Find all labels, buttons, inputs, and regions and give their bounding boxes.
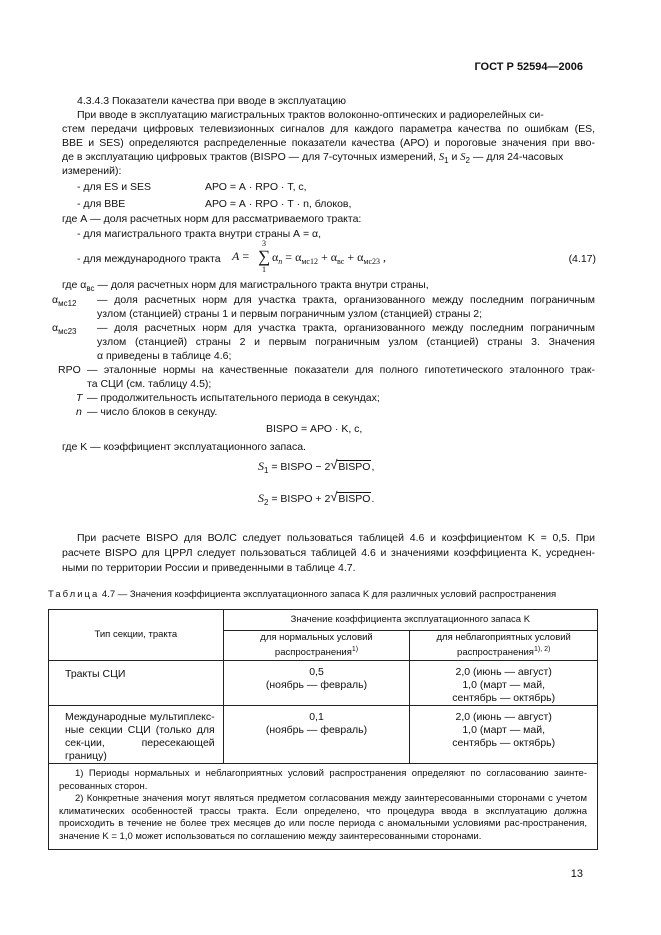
cell-section-type: Международные мультиплекс-ные секции СЦИ (только для сек-ции, пересекающей границу) (49, 706, 224, 764)
header-normal-conditions (223, 631, 410, 661)
cell-line: 1,0 (март — май, (462, 679, 546, 691)
intro-line: де в эксплуатацию цифровых трактов (BISPO — для 7-суточных измерений, $S_1$ и $S_2$ — для 24-часовых (62, 151, 564, 165)
definition-text: узлом (станцией) страны 2 и первым пограничным узлом (станцией) страны 3. Значения (97, 336, 595, 348)
definition-text: — доля расчетных норм для участка тракта, организованного между последним пограничным (97, 322, 595, 334)
definition-symbol: Т (76, 392, 83, 404)
table-row (49, 706, 598, 764)
where-a: где А — доля расчетных норм для рассматриваемого тракта: (62, 213, 362, 225)
cell-normal-value (223, 706, 410, 764)
table-notes-row (49, 764, 598, 850)
s1-formula: $S_1$ = BISPO − 2 √ BISPO, (258, 457, 375, 475)
footnote-ref: 1) (351, 646, 359, 653)
sum-sign: ∑ (258, 247, 271, 266)
sqrt-sign: √ BISPO (330, 489, 371, 505)
header-adverse-text: для неблагоприятных условий распространения (436, 632, 571, 658)
cell-line: (ноябрь — февраль) (265, 679, 368, 691)
definition-subscript: мс12 (58, 299, 77, 308)
document-header: ГОСТ Р 52594—2006 (474, 61, 583, 73)
table-caption (48, 588, 556, 602)
sqrt-argument: BISPO (338, 493, 371, 505)
header-adverse-conditions (410, 631, 598, 661)
cell-line: 2,0 (июнь — август) (455, 666, 552, 678)
es-ses-label: - для ES и SES (77, 181, 151, 193)
domestic-formula: - для магистрального тракта внутри страны А = α, (77, 228, 322, 240)
bispo-formula: BISPO = АРО · K, с, (266, 423, 363, 435)
intro-line: стем передачи цифровых телевизионных сигналов для каждого параметра качества по ошибкам (ES, (62, 123, 595, 135)
coefficient-table (48, 609, 598, 850)
intro-text: де в эксплуатацию цифровых трактов (BISPO — для 7-суточных измерений, (62, 151, 436, 163)
page-number: 13 (570, 868, 583, 880)
cell-line: сентябрь — октябрь) (452, 737, 556, 749)
s1-subscript: 1 (264, 466, 269, 475)
equation-number: (4.17) (568, 253, 596, 265)
table-caption-text: — Значения коэффициента эксплуатационного запаса K для различных условий распространения (117, 589, 557, 600)
table-header-row (49, 610, 598, 631)
s2-subscript: 2 (264, 498, 269, 507)
sqrt-argument: BISPO (338, 461, 371, 473)
cell-adverse-value (410, 706, 598, 764)
international-formula: A = (232, 249, 250, 263)
definition-symbol: где α (62, 279, 87, 291)
s2-symbol: S (258, 491, 264, 505)
cell-line: 0,1 (309, 711, 324, 723)
s1-rhs: = BISPO − 2 (271, 461, 331, 473)
definition-text: узлом (станцией) страны 1 и первым пограничным узлом (станцией) страны 2; (97, 308, 483, 320)
table-row (49, 661, 598, 706)
definition-text: — продолжительность испытательного периода в секундах; (87, 392, 380, 404)
header-normal-text: для нормальных условий распространения (260, 632, 373, 658)
definition-text: та СЦИ (см. таблицу 4.5); (87, 378, 212, 390)
footnote-ref: 1), 2) (533, 646, 551, 653)
intro-text: — для 24-часовых (472, 151, 564, 163)
cell-line: 0,5 (309, 666, 324, 678)
cell-line: сентябрь — октябрь) (452, 692, 556, 704)
bbe-label: - для ВВЕ (77, 198, 126, 210)
sum-symbol (258, 240, 270, 274)
definition-subscript: мс23 (58, 327, 77, 336)
definition-symbol (52, 321, 76, 339)
s2-rhs: = BISPO + 2 (271, 493, 331, 505)
table-caption-number: 4.7 (101, 589, 116, 600)
paragraph-line: При расчете BISPO для ВОЛС следует пользоваться таблицей 4.6 и коэффициентом K = 0,5. При (77, 532, 595, 544)
definition-text: — число блоков в секунду. (87, 406, 218, 418)
definition-subscript: вс (86, 284, 95, 293)
definition-symbol: n (76, 406, 82, 418)
cell-line: 1,0 (март — май, (462, 724, 546, 736)
cell-line: (ноябрь — февраль) (265, 724, 368, 736)
cell-line: 2,0 (июнь — август) (455, 711, 552, 723)
paragraph-line: расчете BISPO для ЦРРЛ следует пользоваться таблицей 4.6 и значениями коэффициента K, усреднен- (62, 547, 595, 559)
definition-text: — доля расчетных норм для участка тракта, организованного между последним пограничным (97, 294, 595, 306)
international-label: - для международного тракта (77, 253, 221, 265)
where-k: где K — коэффициент эксплуатационного запаса. (62, 441, 306, 453)
table-notes (49, 764, 598, 850)
header-section-type: Тип секции, тракта (49, 610, 224, 661)
cell-adverse-value (410, 661, 598, 706)
s1-symbol: S (258, 459, 264, 473)
sum-terms: $\alpha_n = \alpha_{мс12} + \alpha_{вс} + \alpha_{мс23}$ , (272, 250, 387, 266)
intro-line: При вводе в эксплуатацию магистральных трактов волоконно-оптических и радиорелейных си- (77, 109, 544, 121)
cell-section-type: Тракты СЦИ (49, 661, 224, 706)
definition-symbol-alpha: α (52, 294, 59, 306)
paragraph-line: ными по территории России и приведенными в таблице 4.7. (62, 562, 356, 574)
bbe-formula: АРО = А · RPO · Т · n, блоков, (205, 198, 352, 210)
s2-formula: $S_2$ = BISPO + 2 √ BISPO. (258, 489, 375, 507)
table-note: 2) Конкретные значения могут являться предметом согласования между заинтересованными сторонами с учетом климатических особенностей трассы тракта. Если определено, что процедура ввода в эксплуатацию должна происходить в течение не более трех месяцев до или после периода с аномальными условиями рас-пространения, значение K = 1,0 может использоваться по соглашению между заинтересованными сторонами. (59, 793, 587, 842)
sum-lower-limit: 1 (262, 265, 266, 274)
intro-line: измерений): (62, 165, 122, 177)
definition-symbol (52, 293, 76, 311)
es-ses-formula: АРО = А · RPO · Т, с, (205, 181, 307, 193)
header-coefficient-group: Значение коэффициента эксплуатационного запаса K (223, 610, 597, 631)
sum-upper-limit: 3 (262, 239, 266, 248)
intro-line: BBE и SES) определяются распределенные показатели качества (АРО) и пороговые значения при вво- (62, 137, 595, 149)
sqrt-sign: √ BISPO (330, 457, 371, 473)
definition-symbol: RPO (58, 364, 81, 376)
definition-text: α приведены в таблице 4.6; (97, 350, 232, 362)
definition-text: — доля расчетных норм для магистрального тракта внутри страны, (97, 279, 429, 291)
definition-text: — эталонные нормы на качественные показатели для полного гипотетического эталонного трак- (87, 364, 595, 376)
section-title: 4.3.4.3 Показатели качества при вводе в эксплуатацию (77, 95, 346, 107)
intro-text: и (451, 151, 458, 163)
table-note: 1) Периоды нормальных и неблагоприятных условий распространения определяют по согласованию заинте-ресованных сторон. (59, 768, 587, 792)
table-caption-prefix: Таблица (48, 589, 100, 600)
definition-symbol-alpha: α (52, 322, 59, 334)
cell-normal-value (223, 661, 410, 706)
